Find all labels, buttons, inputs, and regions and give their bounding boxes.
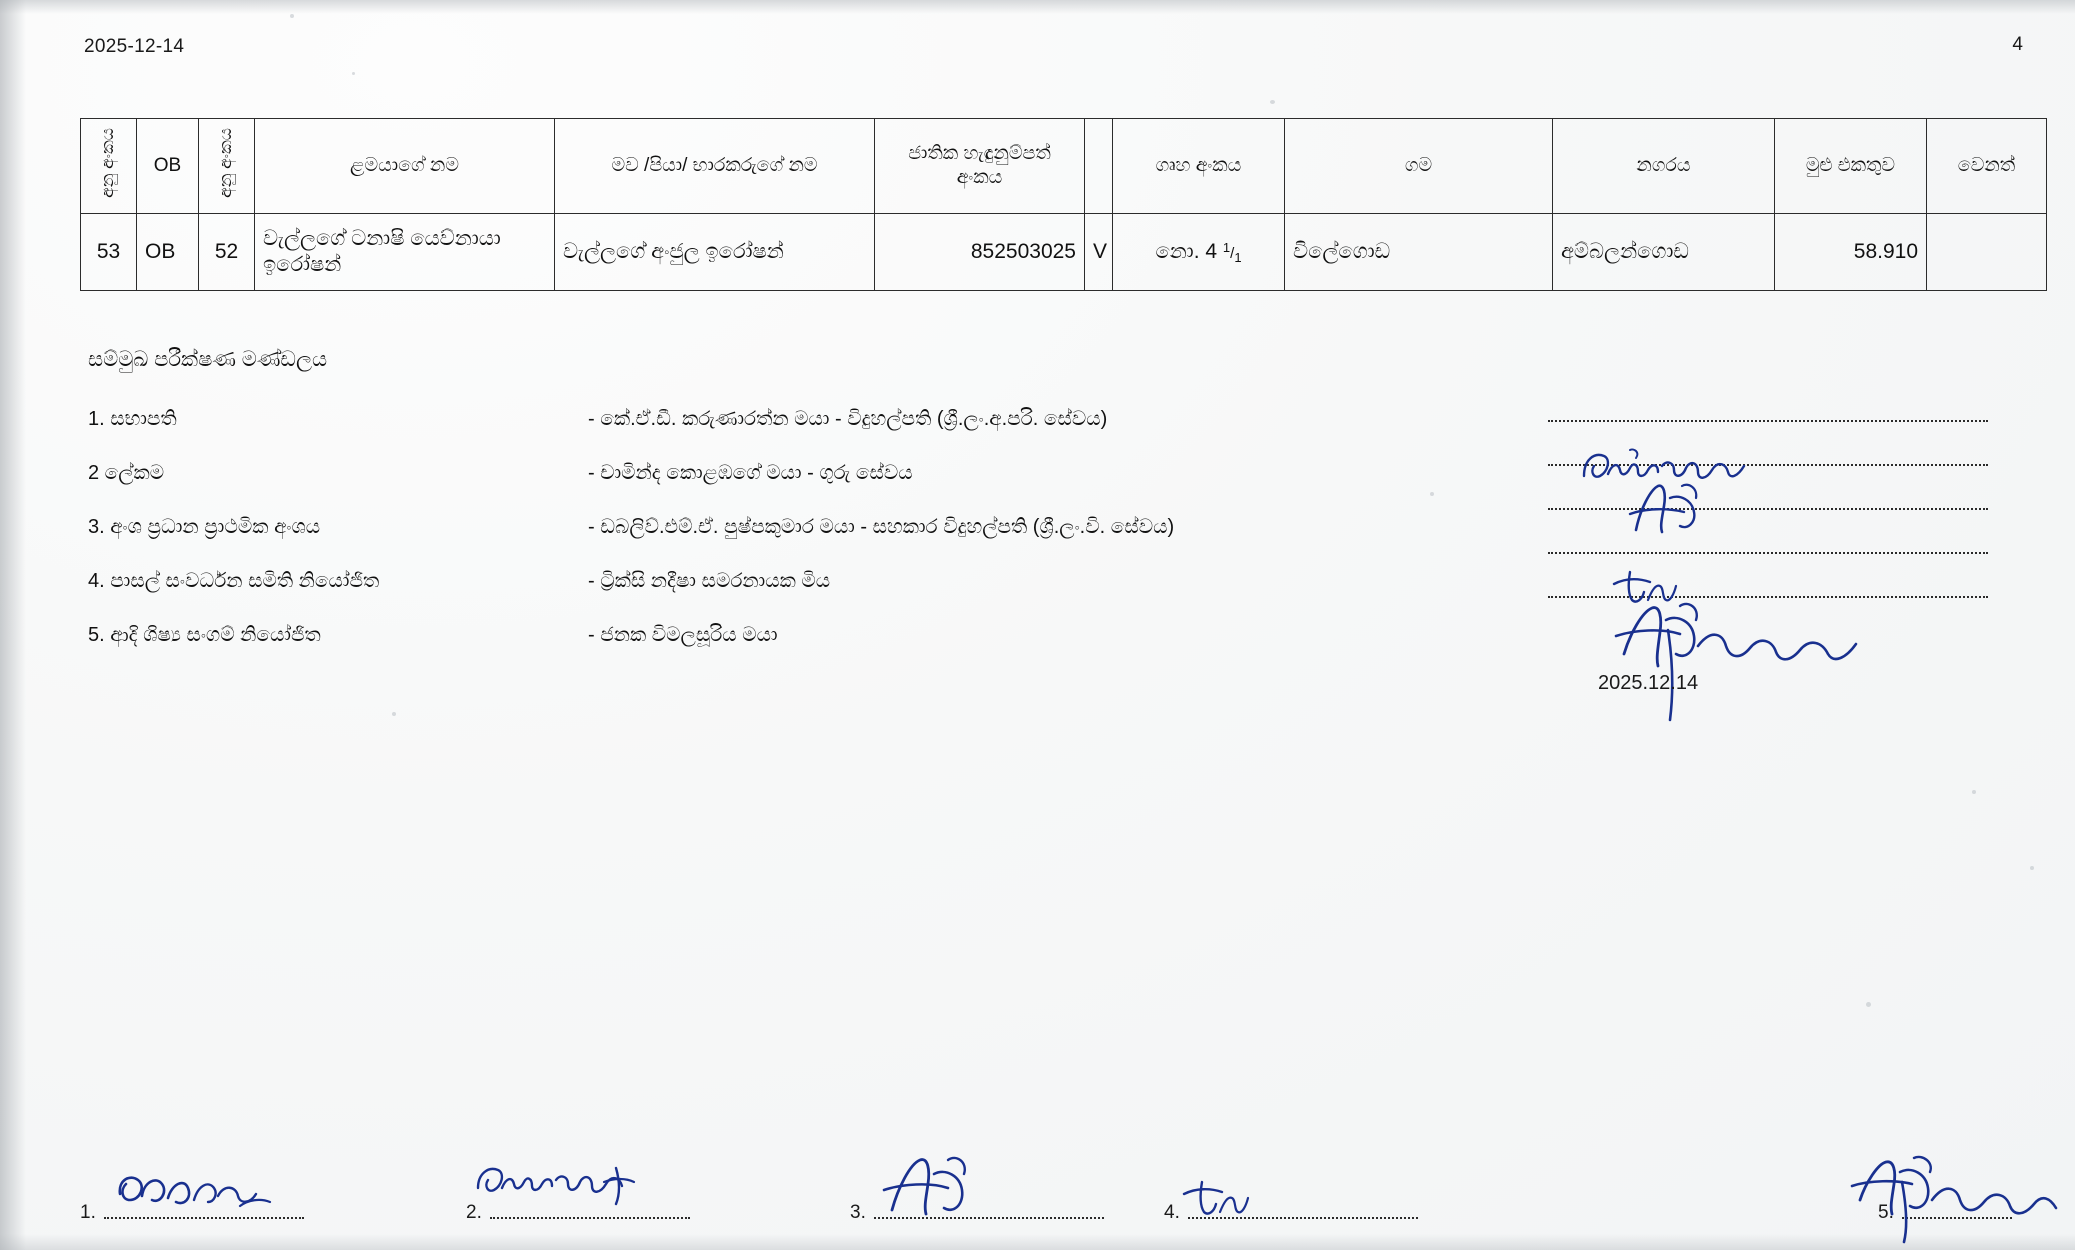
column-header-child-name: ළමයාගේ නම (255, 119, 555, 214)
footer-signature-line[interactable] (1188, 1217, 1418, 1219)
house-no-prefix: නො. 4 (1155, 240, 1218, 263)
footer-signature-number: 2. (466, 1202, 482, 1223)
document-date: 2025-12-14 (84, 36, 185, 57)
footer-signature-number: 1. (80, 1202, 96, 1223)
panel-title: සම්මුඛ පරීක්ෂණ මණ්ඩලය (88, 348, 328, 371)
signature-line[interactable] (1548, 596, 1988, 598)
cell-town: අම්බලන්ගොඩ (1553, 214, 1775, 291)
column-header-nic: ජාතික හැඳුනුම්පත් අංකය (875, 119, 1085, 214)
house-no-numerator: 1 (1222, 240, 1231, 255)
column-header-village: ගම (1285, 119, 1553, 214)
scan-edge-shadow-left (0, 0, 26, 1250)
footer-signature-number: 3. (850, 1202, 866, 1223)
panel-member-role: 1. සභාපති (88, 408, 177, 430)
signature-line[interactable] (1548, 552, 1988, 554)
cell-total-marks: 58.910 (1775, 214, 1927, 291)
column-header-town: නගරය (1553, 119, 1775, 214)
footer-signature-number: 4. (1164, 1202, 1180, 1223)
applicant-table (80, 118, 2047, 291)
column-header-other: වෙනත් (1927, 119, 2047, 214)
list-item (88, 570, 1408, 624)
list-item (88, 408, 1408, 462)
cell-nic-suffix: V (1085, 214, 1113, 291)
cell-nic: 852503025 (875, 214, 1085, 291)
scan-edge-shadow-top (0, 0, 2075, 14)
cell-house-no (1113, 214, 1285, 291)
footer-signature-number: 5. (1878, 1202, 1894, 1223)
footer-signature-item[interactable] (1878, 1202, 2012, 1224)
panel-member-role: 3. අංශ ප්‍රධාන ප්‍රාථමික අංශය (88, 516, 321, 538)
column-header-house-no: ගෘහ අංකය (1113, 119, 1285, 214)
house-no-fraction: $^1/_1$ (1222, 240, 1242, 265)
footer-signature-line[interactable] (490, 1217, 690, 1219)
applicant-table-wrapper (80, 118, 2016, 291)
footer-signature-item[interactable] (80, 1202, 304, 1224)
panel-member-role: 2 ලේකම (88, 462, 165, 484)
scan-speck (1972, 790, 1976, 794)
panel-member-person: - ජනක විමලසූරිය මයා (588, 624, 778, 646)
table-row (81, 214, 2047, 291)
column-header-serial-b: අනු අංකය (199, 119, 255, 214)
panel-member-person: - ට්‍රික්සි නදීෂා සමරනායක මිය (588, 570, 831, 592)
cell-ob: OB (137, 214, 199, 291)
house-no-denominator: 1 (1234, 250, 1242, 265)
scan-speck (352, 72, 355, 75)
cell-child-name: වැල්ලගේ ටනාෂි යෙව්නායා ඉරෝෂන් (255, 214, 555, 291)
footer-signature-line[interactable] (874, 1217, 1104, 1219)
list-item (88, 462, 1408, 516)
panel-member-role: 4. පාසල් සංවර්ධන සමිති නියෝජිත (88, 570, 380, 592)
signature-line[interactable] (1548, 508, 1988, 510)
cell-village: විලේගොඩ (1285, 214, 1553, 291)
panel-member-list (88, 408, 1408, 678)
scan-speck (2030, 866, 2034, 870)
scan-speck (1270, 100, 1275, 104)
signature-lines-block (1548, 420, 1988, 640)
footer-signature-line[interactable] (1902, 1217, 2012, 1219)
panel-member-person: - කේ.ඒ.ඩී. කරුණාරත්න මයා - විදුහල්පති (ශ්‍රී.ලං.අ.පරි. සේවය) (588, 408, 1108, 430)
footer-signature-row (80, 1184, 2010, 1224)
table-header-row (81, 119, 2047, 214)
column-header-guardian-name: මව /පියා/ භාරකරුගේ නම (555, 119, 875, 214)
list-item (88, 516, 1408, 570)
scan-edge-shadow-bottom (0, 1234, 2075, 1250)
panel-member-person: - චාමින්ද කොළඹගේ මයා - ගුරු සේවය (588, 462, 913, 484)
panel-member-person: - ඩබලිව්.එම්.ඒ. පුෂ්පකුමාර මයා - සහකාර විදුහල්පති (ශ්‍රී.ලං.වි. සේවය) (588, 516, 1175, 538)
cell-serial-b: 52 (199, 214, 255, 291)
cell-serial-a: 53 (81, 214, 137, 291)
panel-member-role: 5. ආදි ශිෂ්‍ය සංගම් නියෝජිත (88, 624, 321, 646)
signature-line[interactable] (1548, 464, 1988, 466)
footer-signature-item[interactable] (1164, 1202, 1418, 1224)
signature-date: 2025.12.14 (1598, 672, 1699, 694)
column-header-serial-a: අනු අංකය (81, 119, 137, 214)
footer-signature-item[interactable] (466, 1202, 690, 1224)
page-number: 4 (2012, 34, 2023, 55)
footer-signature-item[interactable] (850, 1202, 1104, 1224)
scan-speck (1430, 492, 1434, 496)
scan-speck (1866, 1002, 1871, 1007)
cell-guardian-name: වැල්ලගේ අංජුල ඉරෝෂන් (555, 214, 875, 291)
list-item (88, 624, 1408, 678)
signature-line[interactable] (1548, 420, 1988, 422)
footer-signature-line[interactable] (104, 1217, 304, 1219)
cell-other (1927, 214, 2047, 291)
column-header-nic-suffix (1085, 119, 1113, 214)
scan-speck (392, 712, 396, 716)
scan-speck (290, 14, 294, 18)
column-header-total-marks: මුළු එකතුව (1775, 119, 1927, 214)
column-header-ob: OB (137, 119, 199, 214)
